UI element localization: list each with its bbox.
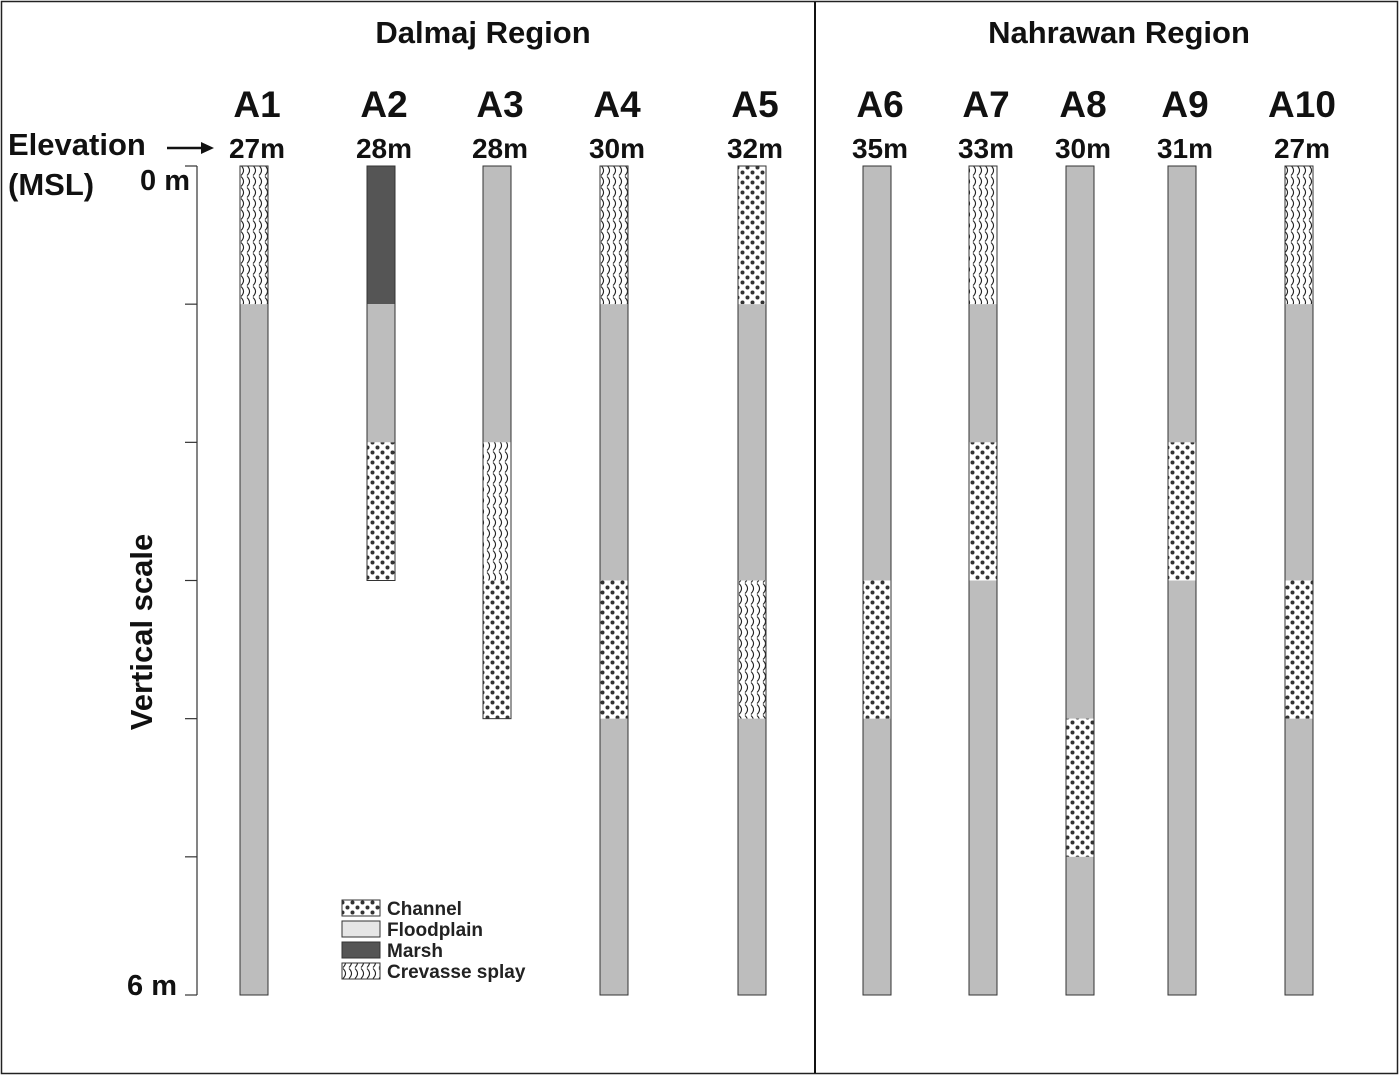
layer-floodplain bbox=[600, 304, 628, 580]
legend-swatch-marsh bbox=[342, 942, 380, 958]
core-name-label: A2 bbox=[360, 84, 408, 125]
layer-floodplain bbox=[367, 304, 395, 442]
layer-floodplain bbox=[969, 581, 997, 996]
core-a6 bbox=[852, 84, 908, 995]
layer-floodplain bbox=[1066, 166, 1094, 719]
core-a1 bbox=[229, 84, 285, 995]
layer-crevasse bbox=[600, 166, 628, 304]
layer-crevasse bbox=[969, 166, 997, 304]
region-title-dalmaj: Dalmaj Region bbox=[375, 15, 591, 50]
core-a10 bbox=[1268, 84, 1336, 995]
core-name-label: A7 bbox=[962, 84, 1010, 125]
layer-channel bbox=[969, 442, 997, 580]
layer-floodplain bbox=[1285, 719, 1313, 995]
core-elevation-label: 30m bbox=[1054, 133, 1112, 164]
core-elevation-label: 35m bbox=[851, 133, 909, 164]
core-name-label: A1 bbox=[233, 84, 281, 125]
core-name-label: A8 bbox=[1059, 84, 1107, 125]
core-elevation-label: 27m bbox=[1273, 133, 1331, 164]
layer-floodplain bbox=[1168, 166, 1196, 442]
core-name-label: A9 bbox=[1161, 84, 1209, 125]
layer-channel bbox=[367, 442, 395, 580]
layer-floodplain bbox=[1066, 857, 1094, 995]
core-a9 bbox=[1157, 84, 1213, 995]
layer-channel bbox=[738, 166, 766, 304]
cores bbox=[229, 84, 1336, 995]
layer-floodplain bbox=[240, 304, 268, 995]
vertical-scale-label: Vertical scale bbox=[124, 533, 159, 731]
layer-floodplain bbox=[969, 304, 997, 442]
core-elevation-label: 28m bbox=[355, 133, 413, 164]
layer-channel bbox=[863, 581, 891, 719]
core-elevation-label: 31m bbox=[1156, 133, 1214, 164]
layer-crevasse bbox=[240, 166, 268, 304]
layer-floodplain bbox=[483, 166, 511, 442]
layer-crevasse bbox=[738, 581, 766, 719]
legend-label-crevasse: Crevasse splay bbox=[387, 962, 526, 983]
core-a2 bbox=[356, 84, 412, 581]
scale-bottom-label: 6 m bbox=[127, 970, 177, 1002]
legend-swatch-crevasse bbox=[342, 963, 380, 979]
layer-channel bbox=[483, 581, 511, 719]
core-name-label: A5 bbox=[731, 84, 779, 125]
msl-label: (MSL) bbox=[8, 167, 95, 202]
layer-channel bbox=[1285, 581, 1313, 719]
legend-label-marsh: Marsh bbox=[387, 941, 443, 962]
core-name-label: A3 bbox=[476, 84, 524, 125]
core-a5 bbox=[727, 84, 783, 995]
core-a3 bbox=[472, 84, 528, 719]
layer-floodplain bbox=[738, 719, 766, 995]
core-a4 bbox=[589, 84, 645, 995]
core-elevation-label: 28m bbox=[471, 133, 529, 164]
core-name-label: A4 bbox=[593, 84, 641, 125]
layer-channel bbox=[1066, 719, 1094, 857]
layer-floodplain bbox=[1168, 581, 1196, 996]
layer-channel bbox=[1168, 442, 1196, 580]
layer-floodplain bbox=[600, 719, 628, 995]
region-title-nahrawan: Nahrawan Region bbox=[988, 15, 1250, 50]
layer-channel bbox=[600, 581, 628, 719]
layer-floodplain bbox=[1285, 304, 1313, 580]
scale-ticks bbox=[185, 166, 197, 995]
layer-marsh bbox=[367, 166, 395, 304]
elevation-label: Elevation bbox=[8, 127, 146, 162]
legend-swatch-floodplain bbox=[342, 921, 380, 937]
core-elevation-label: 32m bbox=[726, 133, 784, 164]
core-name-label: A6 bbox=[856, 84, 904, 125]
core-a8 bbox=[1055, 84, 1111, 995]
scale-top-label: 0 m bbox=[140, 165, 190, 197]
core-name-label: A10 bbox=[1268, 84, 1336, 125]
layer-floodplain bbox=[738, 304, 766, 580]
legend-label-floodplain: Floodplain bbox=[387, 920, 484, 941]
layer-crevasse bbox=[483, 442, 511, 580]
core-elevation-label: 30m bbox=[588, 133, 646, 164]
core-a7 bbox=[958, 84, 1014, 995]
legend-label-channel: Channel bbox=[387, 899, 462, 920]
legend-swatch-channel bbox=[342, 900, 380, 916]
elevation-arrow bbox=[167, 142, 214, 154]
legend bbox=[342, 899, 526, 983]
core-elevation-label: 33m bbox=[957, 133, 1015, 164]
layer-crevasse bbox=[1285, 166, 1313, 304]
layer-floodplain bbox=[863, 166, 891, 581]
layer-floodplain bbox=[863, 719, 891, 995]
core-elevation-label: 27m bbox=[228, 133, 286, 164]
